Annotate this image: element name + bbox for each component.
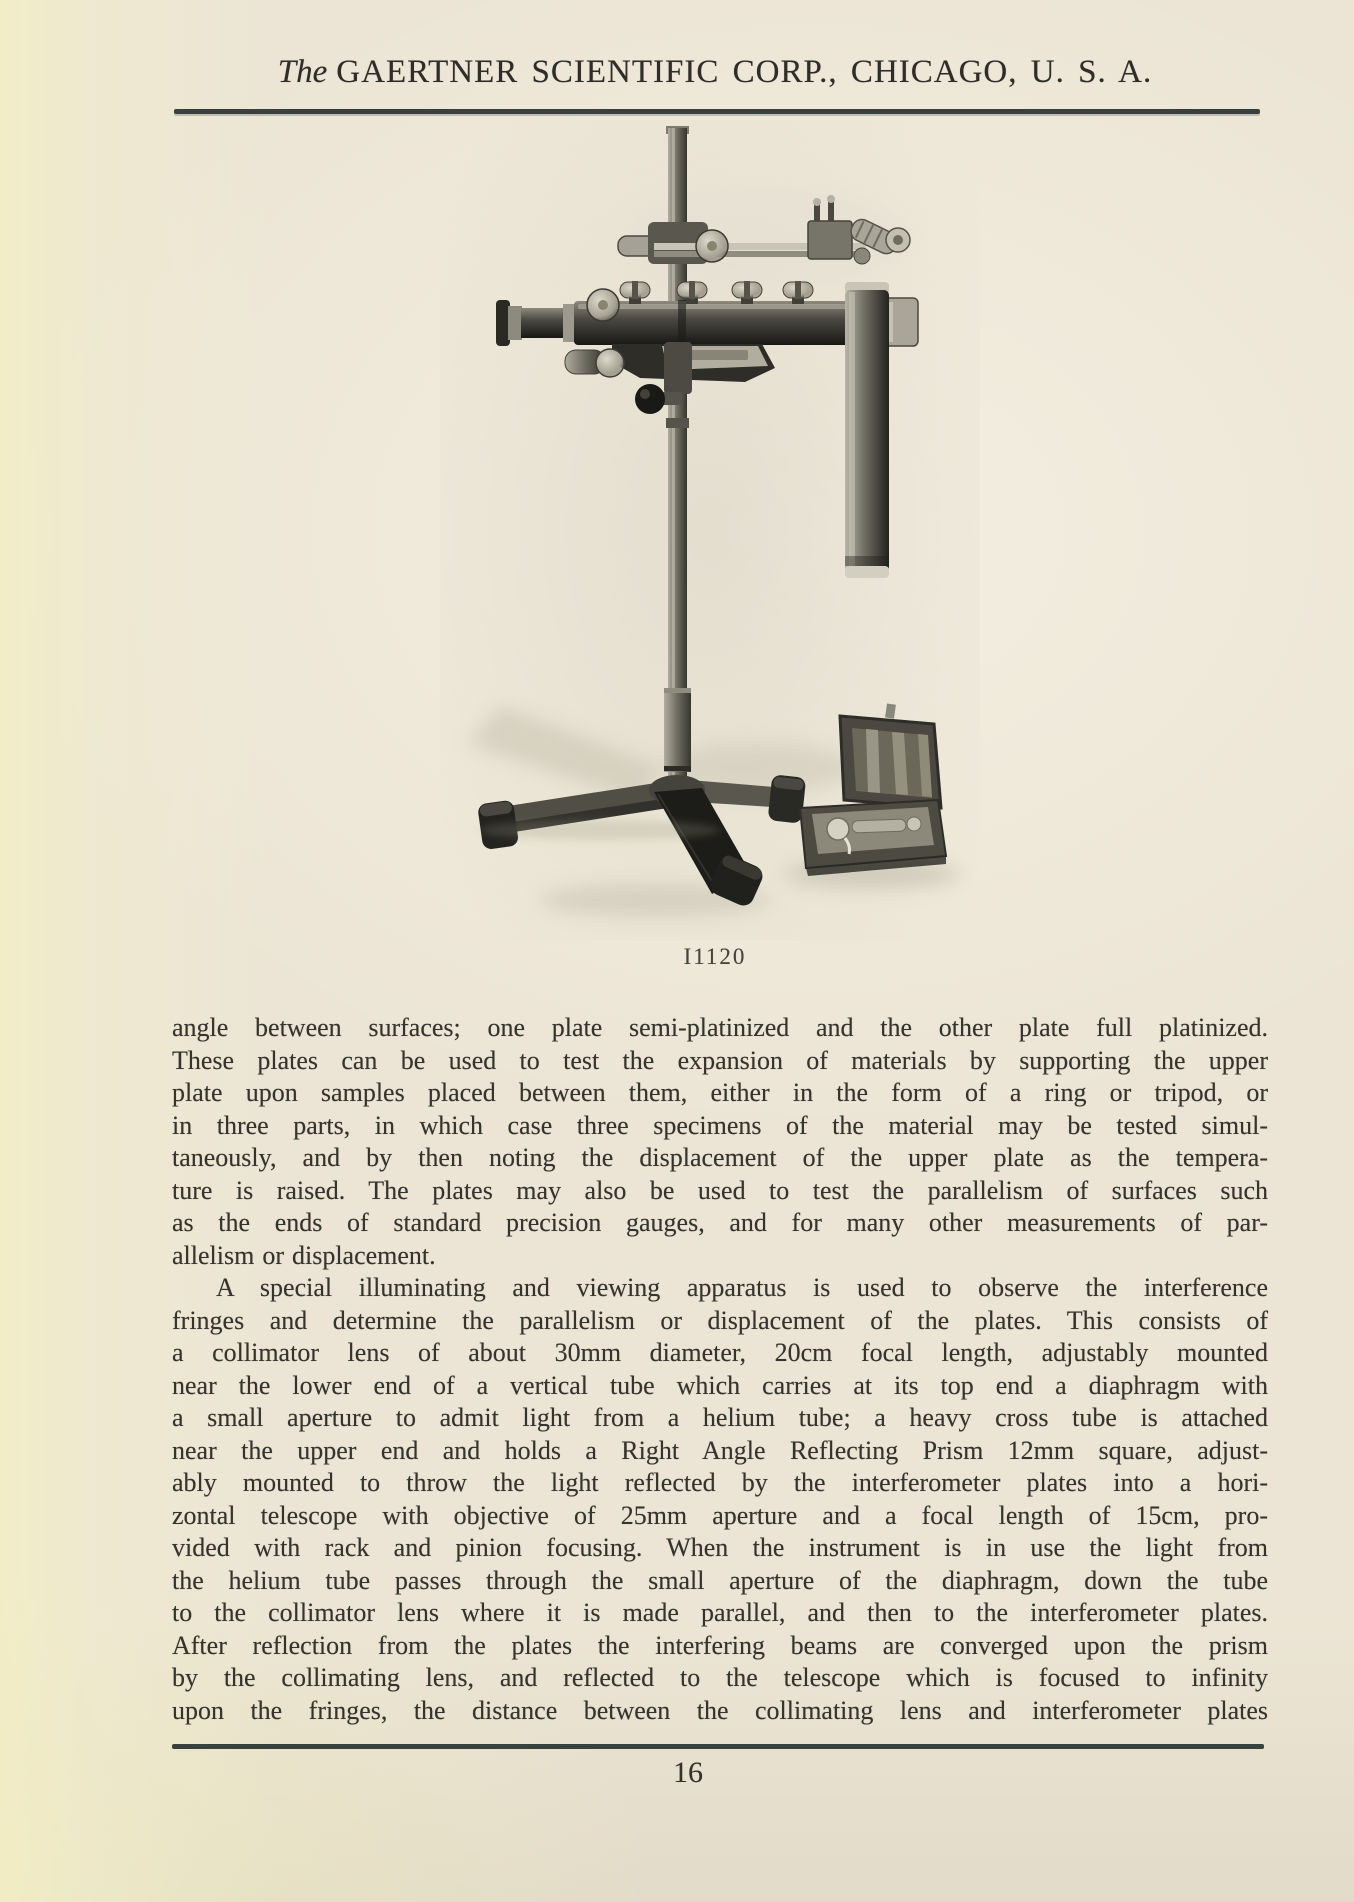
text-line: as the ends of standard precision gauges, and for many other measurements of par-	[172, 1208, 1268, 1237]
text-line: upon the fringes, the distance between the collimating lens and interferometer plates	[172, 1695, 1268, 1725]
eyepiece	[521, 308, 565, 338]
nameplate	[690, 350, 748, 360]
collimator-tube	[845, 282, 889, 578]
footer-rule	[172, 1744, 1264, 1749]
text-line: near the upper end and holds a Right Angle Reflecting Prism 12mm square, adjust-	[172, 1435, 1268, 1465]
text-line: taneously, and by then noting the displacement of the upper plate as the tempera-	[172, 1143, 1268, 1172]
ball-knob	[635, 384, 665, 414]
text-line: near the lower end of a vertical tube which carries at its top end a diaphragm with	[172, 1370, 1268, 1400]
text-line: ture is raised. The plates may also be used to test the parallelism of surfaces such	[172, 1175, 1268, 1205]
text-line: the helium tube passes through the small aperture of the diaphragm, down the tube	[172, 1565, 1268, 1595]
text-line: angle between surfaces; one plate semi-platinized and the other plate full platinized.	[172, 1013, 1268, 1042]
text-line: These plates can be used to test the expansion of materials by supporting the upper	[172, 1045, 1268, 1075]
spare-lens	[827, 818, 849, 840]
text-line: A special illuminating and viewing apparatus is used to observe the interference	[216, 1273, 1268, 1302]
header-title: GAERTNER SCIENTIFIC CORP., CHICAGO, U. S. A.	[336, 54, 1153, 90]
text-line: a collimator lens of about 30mm diameter, 20cm focal length, adjustably mounted	[172, 1338, 1268, 1367]
header-rule	[174, 109, 1260, 114]
page-header	[160, 54, 1270, 91]
page-number: 16	[673, 1756, 703, 1789]
figure-caption: I1120	[683, 944, 747, 969]
text-line: to the collimator lens where it is made parallel, and then to the interferometer plates.	[172, 1598, 1268, 1627]
body-text	[172, 1012, 1268, 1727]
interferometer-viewing-apparatus-illustration	[440, 120, 980, 940]
clamp-disc	[596, 349, 624, 377]
prism-holder-block	[808, 221, 852, 259]
header-italic-word: The	[277, 54, 328, 90]
text-line: a small aperture to admit light from a helium tube; a heavy cross tube is attached	[172, 1403, 1268, 1432]
text-line: ably mounted to throw the light reflected by the interferometer plates into a hori-	[172, 1468, 1268, 1497]
text-line: After reflection from the plates the interfering beams are converged upon the prism	[172, 1630, 1268, 1660]
text-line: by the collimating lens, and reflected to the telescope which is focused to infinity	[172, 1663, 1268, 1692]
text-line: vided with rack and pinion focusing. When the instrument is in use the light from	[172, 1533, 1268, 1562]
text-line: in three parts, in which case three specimens of the material may be tested simul-	[172, 1110, 1268, 1140]
paragraph-2	[172, 1272, 1268, 1727]
base-contact-shadow	[480, 820, 720, 840]
paragraph-1	[172, 1012, 1268, 1272]
text-line: fringes and determine the parallelism or displacement of the plates. This consists of	[172, 1305, 1268, 1335]
instrument-photo	[440, 120, 980, 940]
text-line: zontal telescope with objective of 25mm aperture and a focal length of 15cm, pro-	[172, 1500, 1268, 1530]
text-line: plate upon samples placed between them, either in the form of a ring or tripod, or	[172, 1078, 1268, 1107]
text-line: allelism or displacement.	[172, 1240, 436, 1270]
